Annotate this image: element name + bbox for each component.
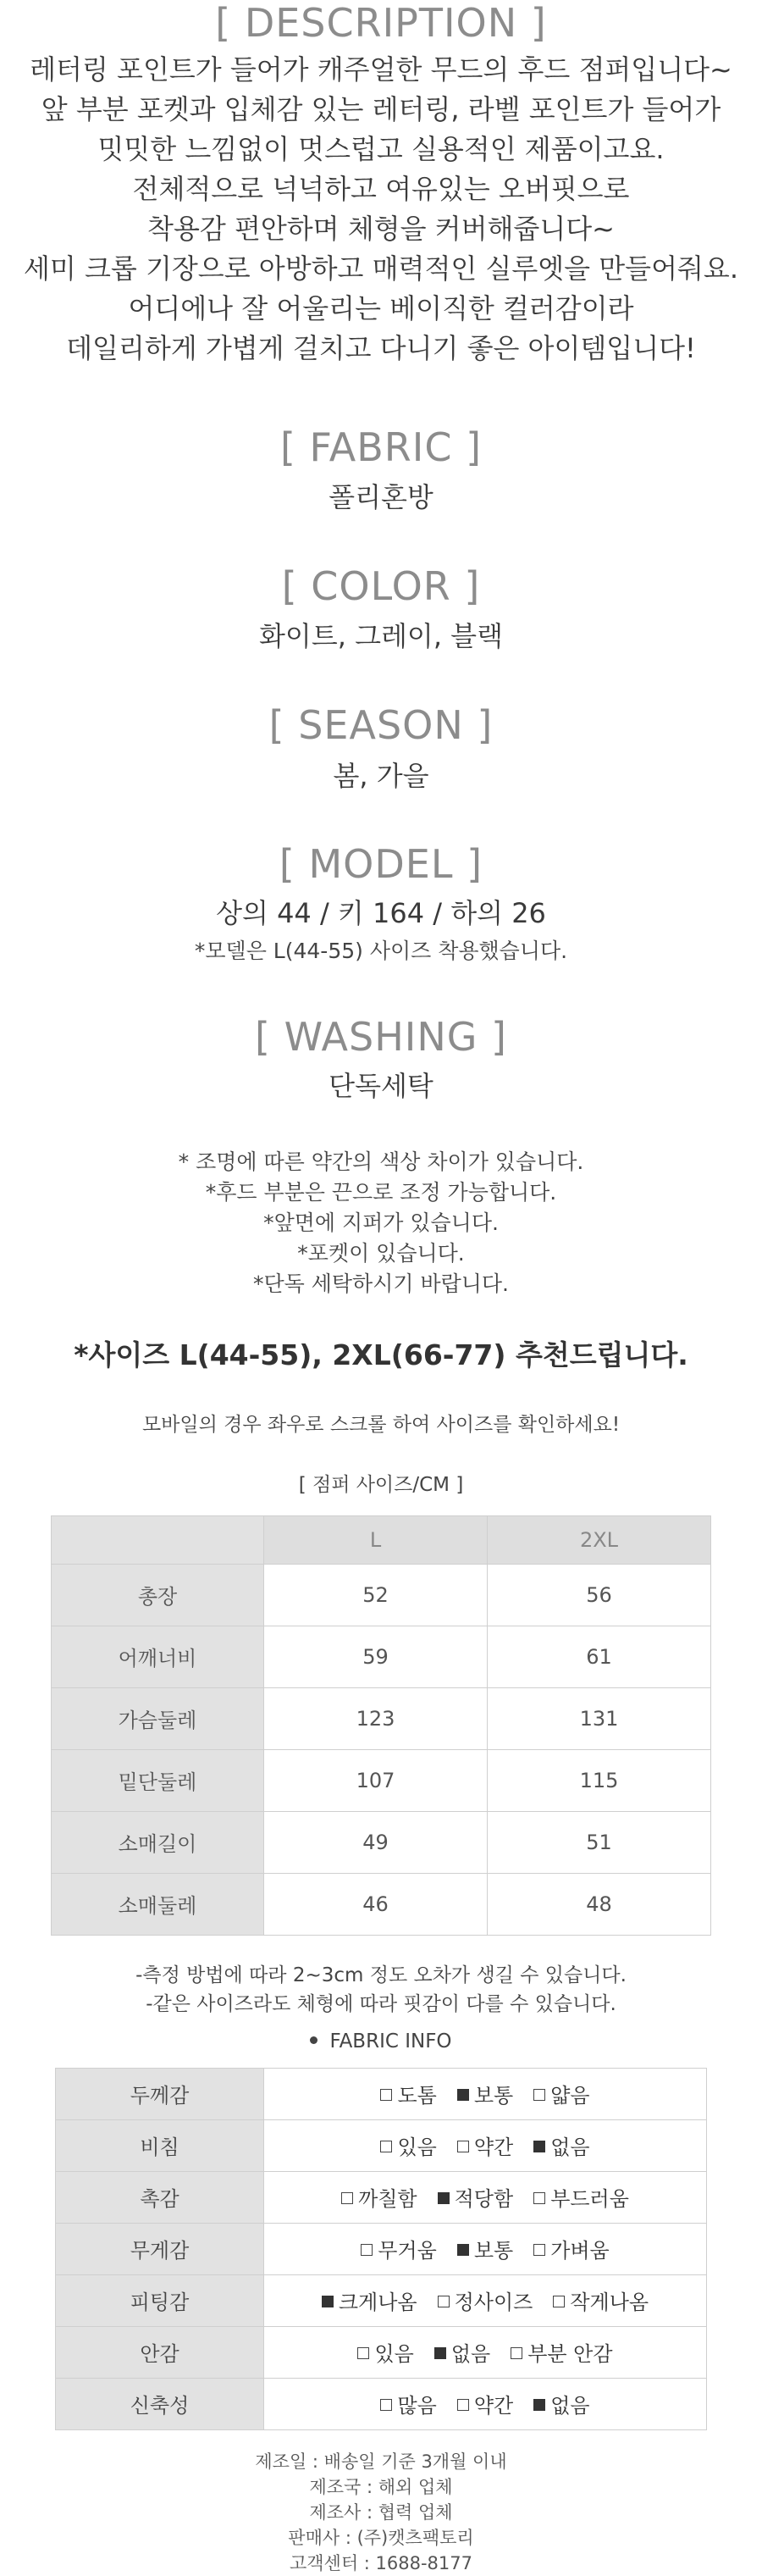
size-cell: 107 <box>264 1749 488 1811</box>
size-table-title: [ 점퍼 사이즈/CM ] <box>298 1473 464 1496</box>
size-column-header: L <box>264 1515 488 1564</box>
size-cell: 46 <box>264 1873 488 1935</box>
unchecked-box-icon <box>457 2141 469 2152</box>
model-value: 상의 44 / 키 164 / 하의 26 <box>216 896 546 929</box>
checked-box-icon <box>533 2399 545 2411</box>
description-line: 세미 크롭 기장으로 아방하고 매력적인 실루엣을 만들어줘요. <box>23 252 738 285</box>
fabric-info-title: FABRIC INFO <box>329 2030 452 2052</box>
fabric-option-label: 적당함 <box>454 2187 514 2212</box>
description-heading: [ DESCRIPTION ] <box>215 0 547 46</box>
table-row <box>56 2378 707 2429</box>
fabric-option-label: 없음 <box>450 2342 491 2367</box>
checked-box-icon <box>434 2347 446 2359</box>
unchecked-box-icon <box>380 2141 392 2152</box>
footer-line: 판매사 : (주)캣츠팩토리 <box>288 2527 474 2548</box>
fabric-option <box>380 2389 436 2418</box>
unchecked-box-icon <box>533 2244 545 2256</box>
fabric-option-label: 무거움 <box>378 2239 437 2263</box>
table-row <box>56 2223 707 2274</box>
footer-line: 제조국 : 해외 업체 <box>309 2476 453 2497</box>
fabric-option-label: 까칠함 <box>358 2187 417 2212</box>
fabric-option <box>533 2389 589 2418</box>
fabric-option <box>380 2079 436 2108</box>
fabric-option-label: 없음 <box>550 2394 590 2418</box>
measure-notes-section <box>0 1961 762 2019</box>
fabric-option-label: 정사이즈 <box>454 2291 533 2315</box>
note-line: * 조명에 따른 약간의 색상 차이가 있습니다. <box>178 1149 584 1174</box>
fabric-option-label: 작게나옴 <box>570 2291 649 2315</box>
table-row <box>52 1687 711 1749</box>
bullet-icon <box>310 2036 318 2044</box>
fabric-attribute-label: 촉감 <box>56 2171 264 2223</box>
table-row <box>56 2119 707 2171</box>
fabric-option-label: 가벼움 <box>550 2239 610 2263</box>
checked-box-icon <box>533 2141 545 2152</box>
product-info-footer <box>0 2449 762 2576</box>
fabric-option <box>533 2234 610 2263</box>
footer-line: 제조일 : 배송일 기준 3개월 이내 <box>255 2451 507 2472</box>
mobile-note-section <box>0 1409 762 1437</box>
description-line: 앞 부분 포켓과 입체감 있는 레터링, 라벨 포인트가 들어가 <box>41 92 721 125</box>
unchecked-box-icon <box>438 2296 450 2307</box>
size-cell: 59 <box>264 1626 488 1687</box>
mobile-scroll-note: 모바일의 경우 좌우로 스크롤 하여 사이즈를 확인하세요! <box>141 1413 621 1436</box>
fabric-option <box>457 2389 513 2418</box>
unchecked-box-icon <box>533 2089 545 2101</box>
color-section <box>0 562 762 655</box>
table-row <box>56 2274 707 2326</box>
fabric-attribute-options <box>264 2171 707 2223</box>
checked-box-icon <box>438 2192 450 2204</box>
unchecked-box-icon <box>457 2399 469 2411</box>
footer-line: 고객센터 : 1688-8177 <box>289 2552 473 2573</box>
unchecked-box-icon <box>533 2192 545 2204</box>
table-row <box>56 2068 707 2119</box>
size-table-corner <box>52 1515 264 1564</box>
size-table-section <box>0 1469 762 1936</box>
table-row <box>56 2326 707 2378</box>
fabric-option-label: 많음 <box>397 2394 437 2418</box>
unchecked-box-icon <box>357 2347 369 2359</box>
size-row-label: 소매길이 <box>52 1811 264 1873</box>
model-section <box>0 843 762 967</box>
fabric-attribute-options <box>264 2223 707 2274</box>
size-cell: 61 <box>488 1626 711 1687</box>
fabric-info-table <box>55 2068 707 2430</box>
fabric-attribute-options <box>264 2274 707 2326</box>
description-line: 데일리하게 가볍게 걸치고 다니기 좋은 아이템입니다! <box>66 331 696 364</box>
fabric-option <box>380 2130 436 2160</box>
recommend-section <box>0 1333 762 1373</box>
fabric-option-label: 크게나옴 <box>338 2291 417 2315</box>
note-line: *포켓이 있습니다. <box>297 1240 465 1266</box>
fabric-section <box>0 426 762 516</box>
size-cell: 123 <box>264 1687 488 1749</box>
description-line: 밋밋한 느낌없이 멋스럽고 실용적인 제품이고요. <box>97 132 665 165</box>
fabric-option-label: 약간 <box>473 2136 514 2160</box>
size-cell: 48 <box>488 1873 711 1935</box>
fabric-attribute-options <box>264 2326 707 2378</box>
description-line: 레터링 포인트가 들어가 캐주얼한 무드의 후드 점퍼입니다~ <box>30 53 732 86</box>
size-recommendation: *사이즈 L(44-55), 2XL(66-77) 추천드립니다. <box>74 1338 688 1371</box>
fabric-option <box>322 2285 417 2315</box>
washing-value: 단독세탁 <box>329 1069 433 1102</box>
unchecked-box-icon <box>341 2192 353 2204</box>
fabric-option <box>511 2337 612 2367</box>
size-cell: 51 <box>488 1811 711 1873</box>
size-cell: 49 <box>264 1811 488 1873</box>
fabric-option-label: 있음 <box>374 2342 414 2367</box>
washing-section <box>0 1016 762 1104</box>
fabric-option-label: 보통 <box>473 2239 514 2263</box>
season-section <box>0 701 762 794</box>
footer-line: 제조사 : 협력 업체 <box>309 2501 453 2523</box>
fabric-option <box>553 2285 649 2315</box>
fabric-heading: [ FABRIC ] <box>279 424 483 470</box>
fabric-option-label: 없음 <box>550 2136 590 2160</box>
size-column-header: 2XL <box>488 1515 711 1564</box>
fabric-attribute-options <box>264 2119 707 2171</box>
unchecked-box-icon <box>553 2296 565 2307</box>
table-row <box>52 1873 711 1935</box>
checked-box-icon <box>457 2244 469 2256</box>
table-row <box>52 1749 711 1811</box>
size-table-header-row <box>52 1515 711 1564</box>
fabric-option <box>341 2182 417 2212</box>
table-row <box>52 1811 711 1873</box>
measure-note: -같은 사이즈라도 체형에 따라 핏감이 다를 수 있습니다. <box>146 1992 616 2015</box>
size-row-label: 가슴둘레 <box>52 1687 264 1749</box>
unchecked-box-icon <box>380 2399 392 2411</box>
model-note: *모델은 L(44-55) 사이즈 착용했습니다. <box>194 939 568 964</box>
size-cell: 131 <box>488 1687 711 1749</box>
size-row-label: 총장 <box>52 1564 264 1626</box>
checked-box-icon <box>322 2296 334 2307</box>
unchecked-box-icon <box>380 2089 392 2101</box>
fabric-option <box>438 2182 514 2212</box>
fabric-value: 폴리혼방 <box>329 481 433 514</box>
fabric-option <box>533 2130 589 2160</box>
size-cell: 56 <box>488 1564 711 1626</box>
table-row <box>52 1626 711 1687</box>
checked-box-icon <box>457 2089 469 2101</box>
fabric-option <box>357 2337 413 2367</box>
description-line: 어디에나 잘 어울리는 베이직한 컬러감이라 <box>128 291 634 324</box>
fabric-info-title-row <box>0 2027 762 2056</box>
fabric-option-label: 도톰 <box>397 2084 437 2108</box>
fabric-option <box>438 2285 533 2315</box>
measure-note: -측정 방법에 따라 2~3cm 정도 오차가 생길 수 있습니다. <box>135 1964 627 1986</box>
size-table <box>51 1515 711 1936</box>
size-row-label: 어깨너비 <box>52 1626 264 1687</box>
size-cell: 52 <box>264 1564 488 1626</box>
fabric-attribute-label: 두께감 <box>56 2068 264 2119</box>
table-row <box>56 2171 707 2223</box>
size-cell: 115 <box>488 1749 711 1811</box>
fabric-option-label: 얇음 <box>550 2084 590 2108</box>
season-value: 봄, 가을 <box>333 759 429 792</box>
unchecked-box-icon <box>511 2347 522 2359</box>
season-heading: [ SEASON ] <box>268 701 494 748</box>
model-heading: [ MODEL ] <box>279 841 483 888</box>
fabric-attribute-label: 안감 <box>56 2326 264 2378</box>
fabric-option-label: 보통 <box>473 2084 514 2108</box>
fabric-info-section <box>0 2027 762 2430</box>
fabric-option <box>457 2079 513 2108</box>
fabric-option-label: 부드러움 <box>550 2187 629 2212</box>
table-row <box>52 1564 711 1626</box>
description-section <box>0 0 762 368</box>
fabric-option-label: 부분 안감 <box>527 2342 613 2367</box>
description-line: 전체적으로 넉넉하고 여유있는 오버핏으로 <box>132 172 630 205</box>
fabric-option-label: 약간 <box>473 2394 514 2418</box>
fabric-option-label: 있음 <box>397 2136 437 2160</box>
fabric-option <box>533 2182 629 2212</box>
color-value: 화이트, 그레이, 블랙 <box>259 620 503 653</box>
fabric-option <box>361 2234 437 2263</box>
size-row-label: 소매둘레 <box>52 1873 264 1935</box>
fabric-attribute-label: 피팅감 <box>56 2274 264 2326</box>
notes-section <box>0 1147 762 1299</box>
color-heading: [ COLOR ] <box>281 562 481 609</box>
fabric-option <box>457 2130 513 2160</box>
fabric-attribute-label: 비침 <box>56 2119 264 2171</box>
fabric-attribute-options <box>264 2378 707 2429</box>
fabric-option <box>457 2234 513 2263</box>
fabric-attribute-options <box>264 2068 707 2119</box>
fabric-option <box>434 2337 490 2367</box>
note-line: *앞면에 지퍼가 있습니다. <box>263 1210 499 1235</box>
unchecked-box-icon <box>361 2244 373 2256</box>
description-line: 착용감 편안하며 체형을 커버해줍니다~ <box>147 212 615 245</box>
note-line: *후드 부분은 끈으로 조정 가능합니다. <box>205 1179 557 1205</box>
size-row-label: 밑단둘레 <box>52 1749 264 1811</box>
description-text <box>0 50 762 368</box>
fabric-option <box>533 2079 589 2108</box>
fabric-attribute-label: 신축성 <box>56 2378 264 2429</box>
fabric-attribute-label: 무게감 <box>56 2223 264 2274</box>
washing-heading: [ WASHING ] <box>255 1014 507 1061</box>
note-line: *단독 세탁하시기 바랍니다. <box>253 1271 509 1296</box>
